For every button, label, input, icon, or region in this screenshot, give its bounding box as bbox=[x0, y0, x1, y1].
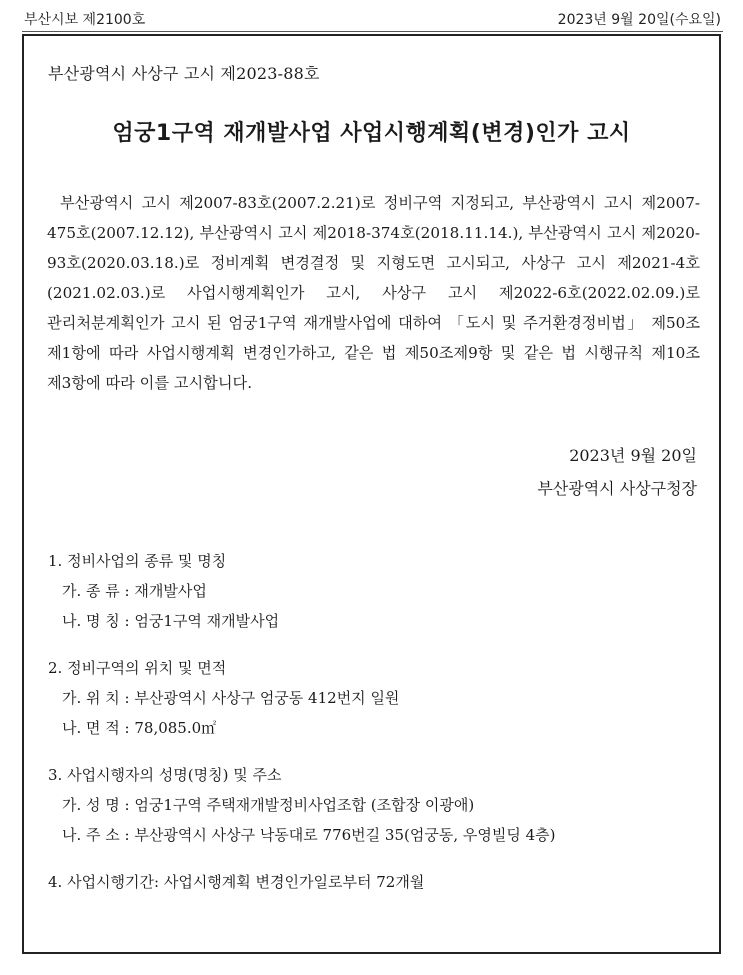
running-header bbox=[24, 8, 721, 30]
section-heading: 4. 사업시행기간: 사업시행계획 변경인가일로부터 72개월 bbox=[48, 873, 425, 891]
section-item: 가. 위 치 : 부산광역시 사상구 엄궁동 412번지 일원 bbox=[62, 689, 400, 707]
notice-date: 2023년 9월 20일 bbox=[569, 446, 697, 465]
publication-name: 부산시보 제2100호 bbox=[24, 12, 146, 28]
section-heading: 1. 정비사업의 종류 및 명칭 bbox=[48, 552, 227, 570]
section-project-type bbox=[48, 546, 279, 636]
section-item: 가. 종 류 : 재개발사업 bbox=[62, 582, 207, 600]
issuer-name: 부산광역시 사상구청장 bbox=[537, 479, 697, 498]
section-heading: 3. 사업시행자의 성명(명칭) 및 주소 bbox=[48, 766, 282, 784]
section-heading: 2. 정비구역의 위치 및 면적 bbox=[48, 659, 227, 677]
publication-date: 2023년 9월 20일(수요일) bbox=[557, 12, 721, 28]
notice-title: 엄궁1구역 재개발사업 사업시행계획(변경)인가 고시 bbox=[112, 121, 631, 146]
notice-body: 부산광역시 고시 제2007-83호(2007.2.21)로 정비구역 지정되고, 부산광역시 고시 제2007-475호(2007.12.12), 부산광역시 고시 제2018-374호(2018.11.14.), 부산광역시 고시 제2020-93호(2020.03.18.)로 정비계획 변경결정 및 지형도면 고시되고, 사상구 고시 제2021-4호(2021.02.03.)로 사업시행계획인가 고시, 사상구 고시 제2022-6호(2022.02.09.)로 관리처분계획인가 고시 된 엄궁1구역 재개발사업에 대하여 「도시 및 주거환경정비법」 제50조 제1항에 따라 사업시행계획 변경인가하고, 같은 법 제50조제9항 및 같은 법 시행규칙 제10조 제3항에 따라 이를 고시합니다. bbox=[47, 194, 700, 392]
section-item: 나. 주 소 : 부산광역시 사상구 낙동대로 776번길 35(엄궁동, 우영빌딩 4층) bbox=[62, 826, 556, 844]
notice-number: 부산광역시 사상구 고시 제2023-88호 bbox=[48, 64, 320, 83]
section-period bbox=[48, 867, 424, 897]
header-divider bbox=[22, 31, 723, 32]
section-item: 나. 명 칭 : 엄궁1구역 재개발사업 bbox=[62, 612, 280, 630]
section-item: 가. 성 명 : 엄궁1구역 주택재개발정비사업조합 (조합장 이광애) bbox=[62, 796, 475, 814]
notice-frame bbox=[22, 34, 721, 954]
section-item: 나. 면 적 : 78,085.0㎡ bbox=[62, 719, 217, 737]
section-operator bbox=[48, 760, 556, 850]
section-location-area bbox=[48, 653, 399, 743]
